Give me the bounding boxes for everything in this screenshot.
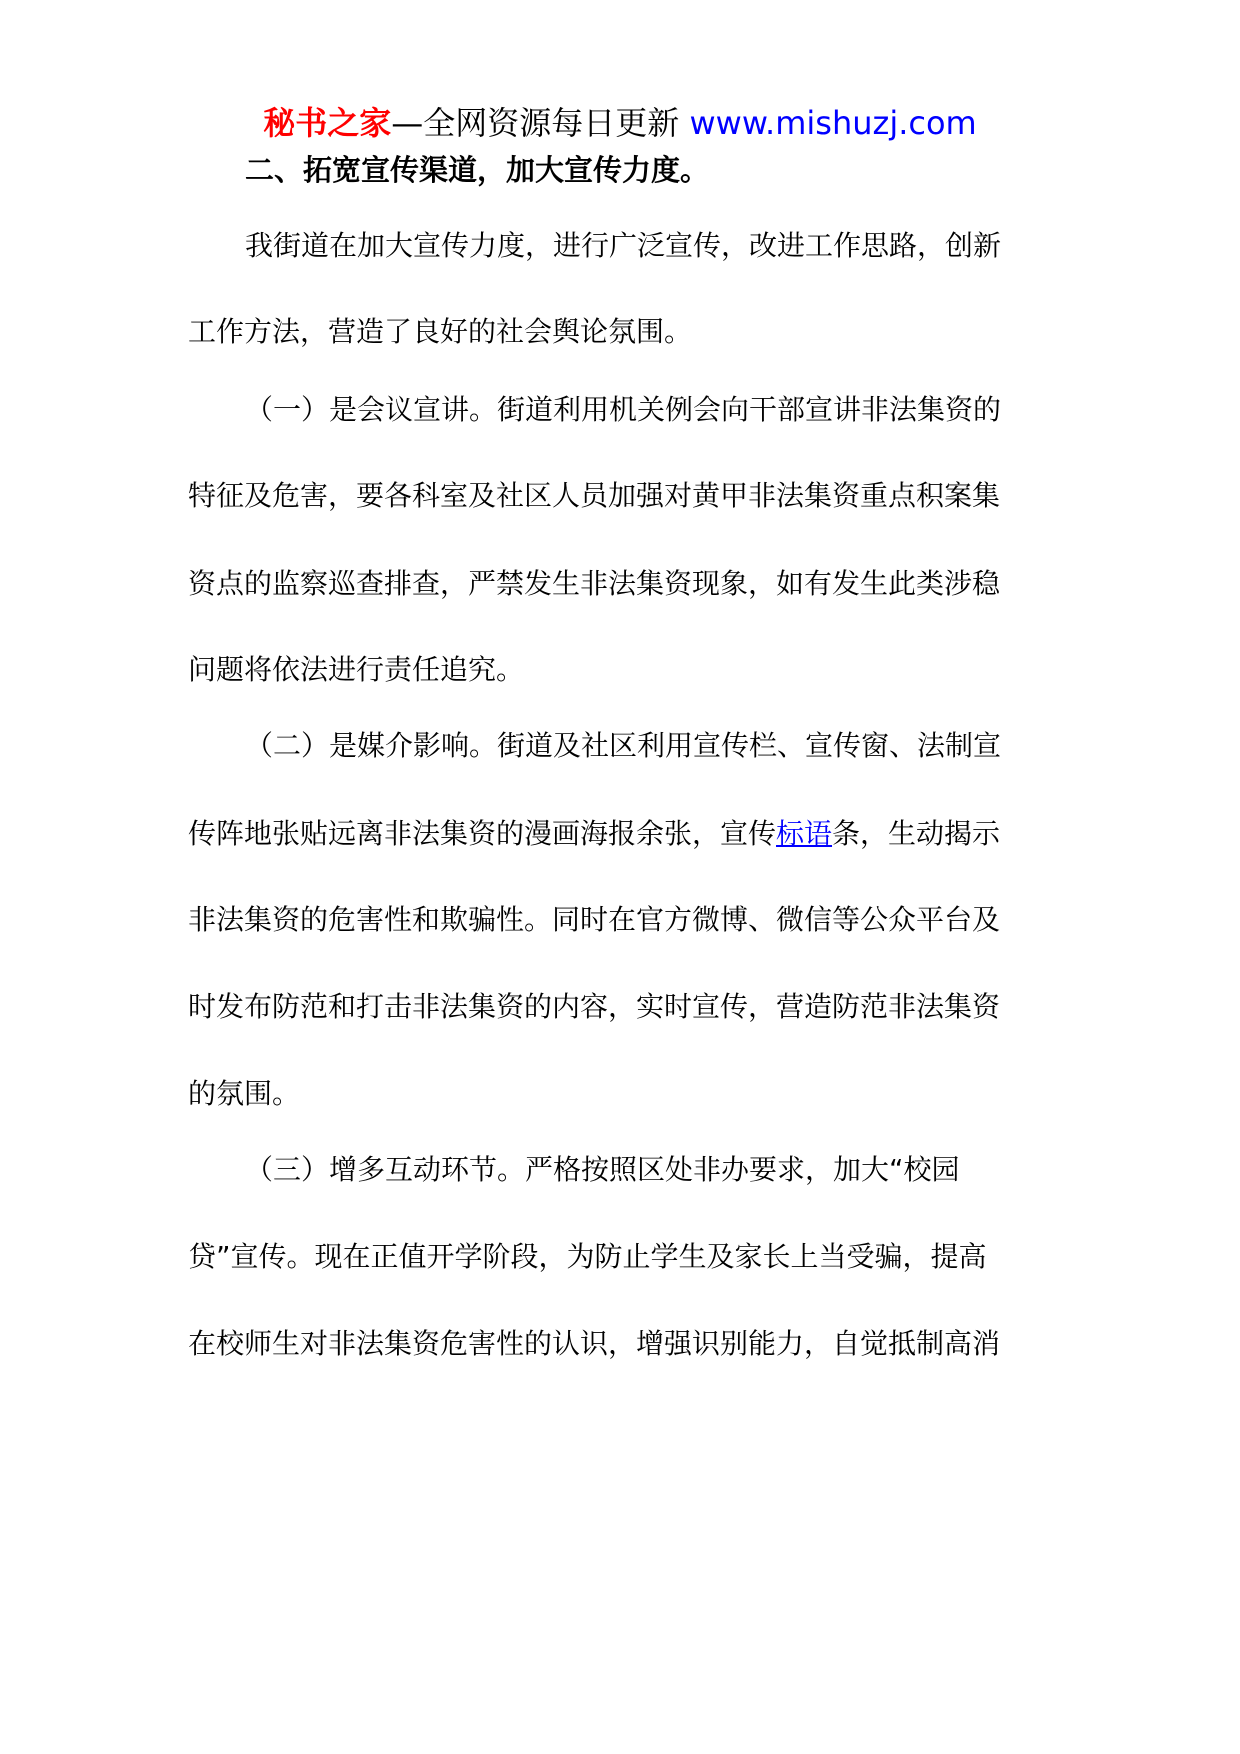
page-header: [0, 101, 1240, 145]
paragraph-line: （三）增多互动环节。严格按照区处非办要求，加大“校园: [245, 1153, 960, 1186]
line-text: 传阵地张贴远离非法集资的漫画海报余张，宣传: [188, 817, 777, 850]
paragraph-line: 非法集资的危害性和欺骗性。同时在官方微博、微信等公众平台及: [188, 903, 1001, 936]
header-tagline: —全网资源每日更新: [391, 104, 690, 142]
section-heading: 二、拓宽宣传渠道，加大宣传力度。: [245, 153, 710, 187]
paragraph-line: （一）是会议宣讲。街道利用机关例会向干部宣讲非法集资的: [245, 393, 1002, 426]
paragraph-line: [188, 814, 1000, 854]
paragraph-line: 特征及危害，要各科室及社区人员加强对黄甲非法集资重点积案集: [188, 479, 1001, 512]
paragraph-line: 资点的监察巡查排查，严禁发生非法集资现象，如有发生此类涉稳: [188, 567, 1001, 600]
line-text: 条，生动揭示: [832, 817, 1001, 850]
paragraph-line: 问题将依法进行责任追究。: [188, 653, 525, 686]
slogan-link[interactable]: 标语: [776, 817, 833, 850]
paragraph-line: 时发布防范和打击非法集资的内容，实时宣传，营造防范非法集资: [188, 990, 1001, 1023]
paragraph-line: （二）是媒介影响。街道及社区利用宣传栏、宣传窗、法制宣: [245, 729, 1002, 762]
paragraph-line: 在校师生对非法集资危害性的认识，增强识别能力，自觉抵制高消: [188, 1327, 1001, 1360]
site-url[interactable]: www.mishuzj.com: [689, 104, 977, 142]
paragraph-line: 贷”宣传。现在正值开学阶段，为防止学生及家长上当受骗，提高: [188, 1240, 987, 1273]
paragraph-line: 工作方法，营造了良好的社会舆论氛围。: [188, 315, 693, 348]
paragraph-line: 我街道在加大宣传力度，进行广泛宣传，改进工作思路，创新: [245, 229, 1002, 262]
brand-name: 秘书之家: [263, 104, 392, 142]
paragraph-line: 的氛围。: [188, 1077, 301, 1110]
